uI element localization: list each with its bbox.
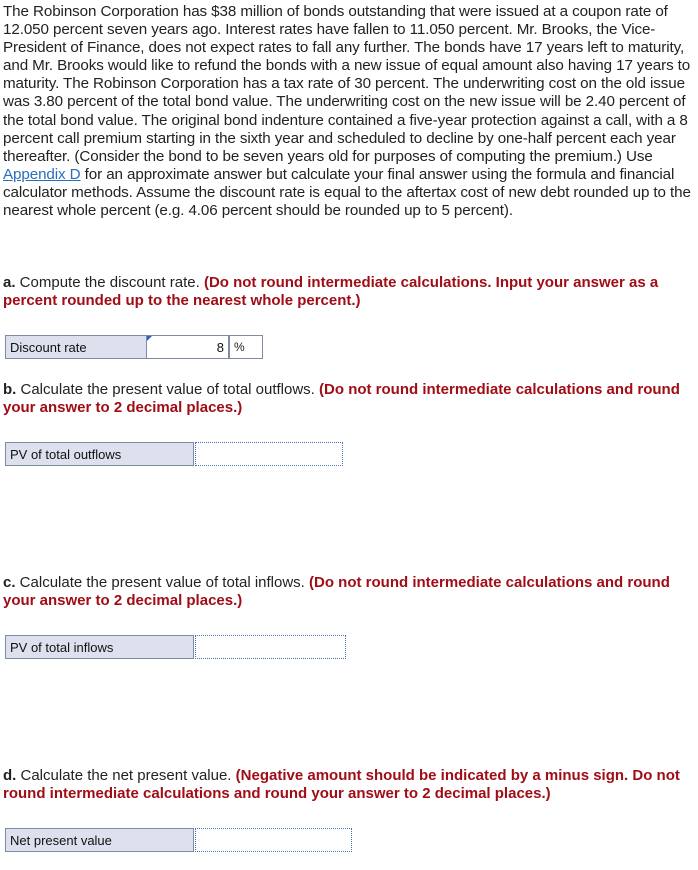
question-b (3, 381, 697, 417)
question-a-text: Compute the discount rate. (15, 274, 204, 291)
question-c-text: Calculate the present value of total inflows. (15, 574, 310, 591)
problem-statement (3, 3, 697, 220)
question-c-instruction: (Do not round intermediate calculations and round your answer to 2 decimal places.) (3, 574, 670, 609)
pv-inflows-label: PV of total inflows (5, 635, 194, 659)
problem-text-1: The Robinson Corporation has $38 million of bonds outstanding that were issued at a coupon rate of 12.050 percent seven years ago. Interest rates have fallen to 11.050 percent. Mr. Brooks, the Vice-President of Finance, does not expect rates to fall any further. The bonds have 17 years left to maturity, and Mr. Brooks would like to refund the bonds with a new issue of equal amount also having 17 years to maturity. The Robinson Corporation has a tax rate of 30 percent. The underwriting cost on the old issue was 3.80 percent of the total bond value. The underwriting cost on the new issue will be 2.40 percent of the total bond value. The original bond indenture contained a five-year protection against a call, with a 8 percent call premium starting in the sixth year and scheduled to decline by one-half percent each year thereafter. (Consider the bond to be seven years old for purposes of computing the premium.) Use (3, 3, 691, 165)
discount-rate-row (5, 335, 263, 359)
discount-rate-input[interactable] (147, 335, 229, 359)
question-b-instruction: (Do not round intermediate calculations and round your answer to 2 decimal places.) (3, 381, 680, 416)
npv-label: Net present value (5, 828, 194, 852)
pv-outflows-row (5, 442, 343, 466)
pv-outflows-label: PV of total outflows (5, 442, 194, 466)
answer-marker-icon (147, 336, 152, 341)
question-b-letter: b. (3, 381, 17, 398)
percent-unit: % (229, 335, 263, 359)
pv-outflows-input[interactable] (195, 442, 343, 466)
question-c-letter: c. (3, 574, 16, 591)
question-d (3, 767, 697, 803)
question-a-instruction: (Do not round intermediate calculations. Input your answer as a percent rounded up to the nearest whole percent.) (3, 274, 659, 309)
pv-inflows-input[interactable] (195, 635, 346, 659)
question-d-letter: d. (3, 767, 17, 784)
discount-rate-label: Discount rate (5, 335, 147, 359)
pv-inflows-row (5, 635, 346, 659)
question-a-letter: a. (3, 274, 16, 291)
question-a (3, 274, 697, 310)
discount-rate-value: 8 (216, 339, 224, 355)
question-d-instruction: (Negative amount should be indicated by a minus sign. Do not round intermediate calculations and round your answer to 2 decimal places.) (3, 767, 680, 802)
question-b-text: Calculate the present value of total outflows. (16, 381, 320, 398)
problem-text-2: for an approximate answer but calculate your final answer using the formula and financial calculator methods. Assume the discount rate is equal to the aftertax cost of new debt rounded up to the nearest whole percent (e.g. 4.06 percent should be rounded up to 5 percent). (3, 165, 691, 220)
appendix-d-link[interactable]: Appendix D (3, 165, 81, 183)
npv-input[interactable] (195, 828, 352, 852)
npv-row (5, 828, 352, 852)
question-c (3, 574, 697, 610)
question-d-text: Calculate the net present value. (16, 767, 236, 784)
